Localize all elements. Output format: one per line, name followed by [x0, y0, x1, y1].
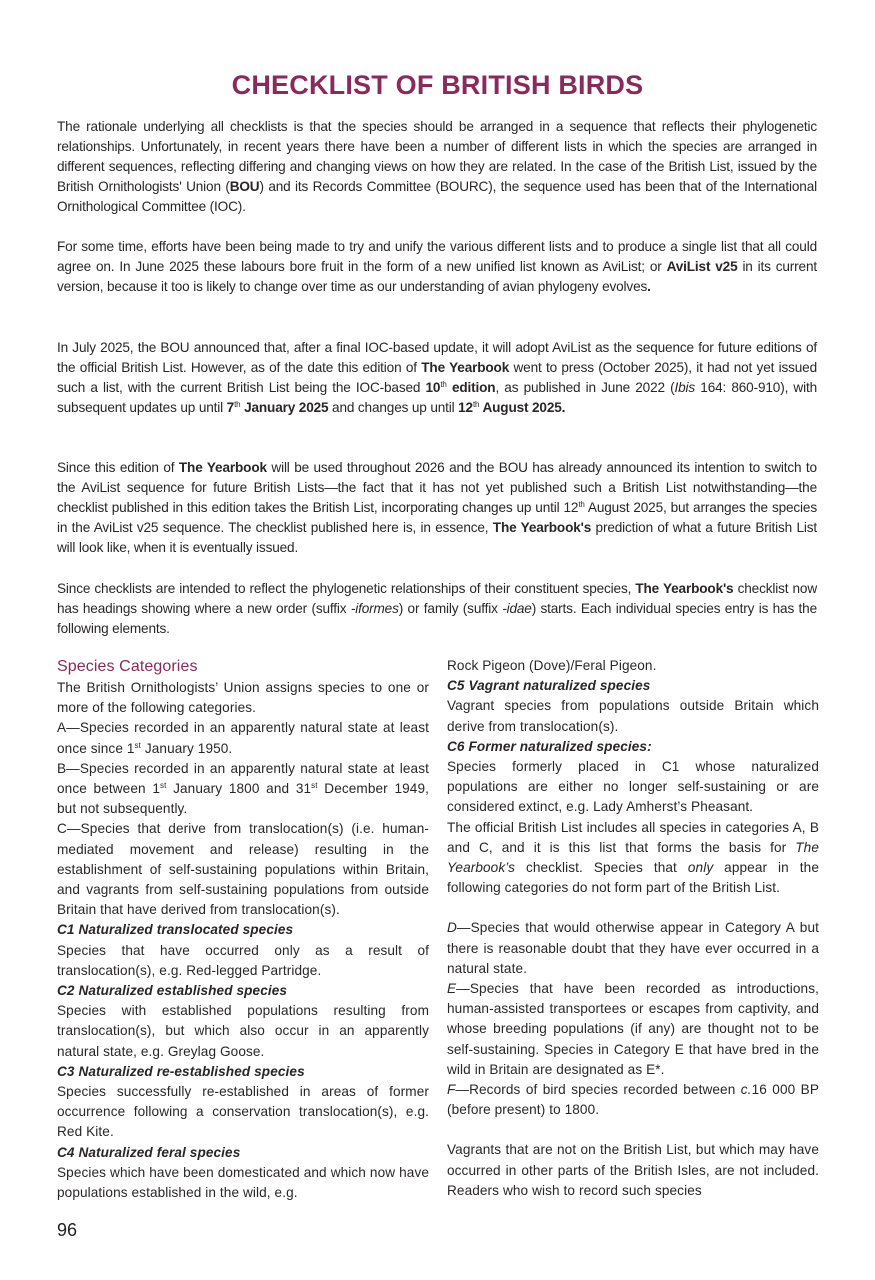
- italic-text: Ibis: [674, 380, 696, 395]
- subcategory-c5-heading: C5 Vagrant naturalized species: [447, 678, 651, 694]
- intro-paragraph-1: [57, 117, 817, 217]
- text: , as published in June 2022 (: [495, 380, 675, 395]
- category-e: [447, 979, 819, 1080]
- text: checklist now has headings showing where a new order (suffix: [57, 581, 817, 616]
- right-column: [447, 656, 819, 1201]
- text: will be used throughout 2026 and the BOU has already announced its intention to switch to the AviList sequence for future British Lists—the fact that it has not yet published such a British List notwithstanding—the checklist published in this edition takes the British List, incorporating changes up until 12: [57, 460, 817, 515]
- section-heading-species-categories: Species Categories: [57, 658, 198, 675]
- italic-text: -iformes: [350, 601, 399, 616]
- bold-text: AviList v25: [666, 259, 738, 274]
- italic-text: -idae: [502, 601, 532, 616]
- spacer: [447, 898, 819, 918]
- text: Since checklists are intended to reflect the phylogenetic relationships of their constituent species,: [57, 581, 636, 596]
- text: in its current version, because it too is likely to change over time as our understanding of avian phylogeny evolves: [57, 259, 817, 294]
- subcategory-c5-text: Vagrant species from populations outside Britain which derive from translocation(s).: [447, 698, 819, 734]
- text: —Species recorded in an apparently natural state at least once between 1: [57, 760, 429, 797]
- bold-text: BOU: [229, 179, 260, 194]
- categories-lead: The British Ornithologists’ Union assigns species to one or more of the following categories.: [57, 680, 429, 716]
- category-letter: A: [57, 720, 67, 736]
- category-letter: B: [57, 760, 67, 776]
- text: —Species that have been recorded as introductions, human-assisted transportees or escapes from captivity, and whose breeding populations (if any) are thought not to be self-sustaining. Species in Category E that have bred in the wild in Britain are designated as E*.: [447, 981, 819, 1077]
- text: —Species that derive from translocation(s) (i.e. human-mediated movement and release) resulting in the establishment of self-sustaining populations within Britain, and vagrants from self-sustaining populations from outside Britain that have derived from translocation(s).: [57, 821, 429, 918]
- subcategory-c6-heading: C6 Former naturalized species:: [447, 738, 652, 754]
- subcategory-c3-text: Species successfully re-established in areas of former occurrence following a conservation translocation(s), e.g. Red Kite.: [57, 1084, 429, 1140]
- text: went to press (October 2025), it had not yet issued such a list, with the current British List being the IOC-based: [57, 360, 817, 395]
- category-b: [57, 759, 429, 820]
- superscript: th: [440, 380, 447, 389]
- intro-paragraph-2: [57, 237, 817, 297]
- text: January 1950.: [140, 740, 233, 756]
- text: —Species that would otherwise appear in Category A but there is reasonable doubt that they have ever occurred in a natural state.: [447, 920, 819, 976]
- intro-paragraph-3: [57, 338, 817, 418]
- text: prediction of what a future British List will look like, when it is eventually issued.: [57, 520, 817, 555]
- category-letter: E: [447, 981, 457, 997]
- text: Since this edition of: [57, 460, 179, 475]
- text: 16 000 BP (before present) to 1800.: [447, 1082, 820, 1118]
- left-column: [57, 656, 429, 1203]
- superscript: th: [578, 500, 585, 509]
- italic-text: c.: [740, 1082, 752, 1098]
- text: The rationale underlying all checklists is that the species should be arranged in a sequence that reflects their phylogenetic relationships. Unfortunately, in recent years there have been a number of different lists in which the species are arranged in different sequences, reflecting differing and changing views on how they are related. In the case of the British List, issued by the British Ornithologists' Union (: [57, 119, 817, 194]
- superscript: th: [234, 400, 241, 409]
- text: December 1949, but not subsequently.: [57, 781, 429, 817]
- text: January 1800 and 31: [166, 781, 312, 797]
- superscript: st: [134, 740, 141, 750]
- official-list-note: [447, 818, 819, 899]
- text: For some time, efforts have been being made to try and unify the various different lists and to produce a single list that all could agree on. In June 2025 these labours bore fruit in the form of a new unified list known as AviList; or: [57, 239, 817, 274]
- intro-paragraph-5: [57, 579, 817, 639]
- page-title: CHECKLIST OF BRITISH BIRDS: [231, 70, 644, 100]
- italic-text: only: [687, 860, 714, 876]
- superscript: th: [472, 400, 480, 409]
- text: August 2025, but arranges the species in the AviList v25 sequence. The checklist published here is, in essence,: [57, 500, 817, 535]
- bold-text: The Yearbook: [178, 460, 267, 475]
- subcategory-c1-text: Species that have occurred only as a result of translocation(s), e.g. Red-legged Partridge.: [57, 942, 429, 978]
- vagrants-note: Vagrants that are not on the British List, but which may have occurred in other parts of the British Isles, are not included. Readers who wish to record such species: [447, 1142, 819, 1198]
- bold-text: The Yearbook's: [492, 520, 592, 535]
- category-letter: F: [447, 1082, 456, 1098]
- text: ) or family (suffix: [398, 601, 503, 616]
- subcategory-c4-text: Species which have been domesticated and which now have populations established in the wild, e.g.: [57, 1164, 429, 1201]
- category-letter: D: [447, 920, 457, 936]
- bold-text: August 2025.: [479, 400, 566, 415]
- subcategory-c2-text: Species with established populations resulting from translocation(s), but which also occur in an apparently natural state, e.g. Greylag Goose.: [57, 1003, 429, 1059]
- text: checklist. Species that: [515, 860, 688, 876]
- subcategory-c2-heading: C2 Naturalized established species: [57, 983, 288, 999]
- intro-paragraph-4: [57, 458, 817, 558]
- text: —Species recorded in an apparently natural state at least once since 1: [57, 720, 429, 756]
- subcategory-c1-heading: C1 Naturalized translocated species: [57, 922, 294, 938]
- text: ) and its Records Committee (BOURC), the sequence used has been that of the International Ornithological Committee (IOC).: [57, 179, 817, 214]
- subcategory-c3-heading: C3 Naturalized re-established species: [57, 1063, 305, 1079]
- superscript: st: [311, 781, 318, 791]
- page-number: 96: [57, 1220, 78, 1240]
- spacer: [447, 1120, 819, 1140]
- bold-text: January 2025: [240, 400, 329, 415]
- subcategory-c4-text-continued: Rock Pigeon (Dove)/Feral Pigeon.: [447, 658, 657, 673]
- text: In July 2025, the BOU announced that, after a final IOC-based update, it will adopt AviList as the sequence for future editions of the official British List. However, as of the date this edition of: [57, 340, 817, 375]
- bold-text: The Yearbook: [421, 360, 510, 375]
- category-f: [447, 1080, 819, 1120]
- bold-text: 10: [425, 380, 441, 395]
- text: ) starts. Each individual species entry is has the following elements.: [57, 601, 817, 636]
- bold-text: The Yearbook's: [635, 581, 734, 596]
- subcategory-c4-heading: C4 Naturalized feral species: [57, 1144, 241, 1160]
- italic-text: The Yearbook’s: [447, 839, 819, 876]
- text: —Records of bird species recorded between: [455, 1082, 741, 1098]
- bold-text: 12: [458, 400, 473, 415]
- bold-text: edition: [446, 380, 496, 395]
- superscript: st: [160, 781, 167, 791]
- text: and changes up until: [328, 400, 459, 415]
- category-a: [57, 718, 429, 758]
- category-letter: C: [57, 821, 67, 837]
- bold-text: .: [647, 279, 651, 294]
- text: The official British List includes all species in categories A, B and C, and it is this list that forms the basis for: [447, 819, 819, 855]
- category-d: [447, 918, 819, 979]
- bold-text: 7: [226, 400, 235, 415]
- text: 164: 860-910), with subsequent updates up until: [57, 380, 818, 415]
- subcategory-c6-text: Species formerly placed in C1 whose naturalized populations are either no longer self-sustaining or are considered extinct, e.g. Lady Amherst’s Pheasant.: [447, 759, 819, 815]
- text: appear in the following categories do not form part of the British List.: [447, 860, 819, 896]
- category-c: [57, 819, 429, 920]
